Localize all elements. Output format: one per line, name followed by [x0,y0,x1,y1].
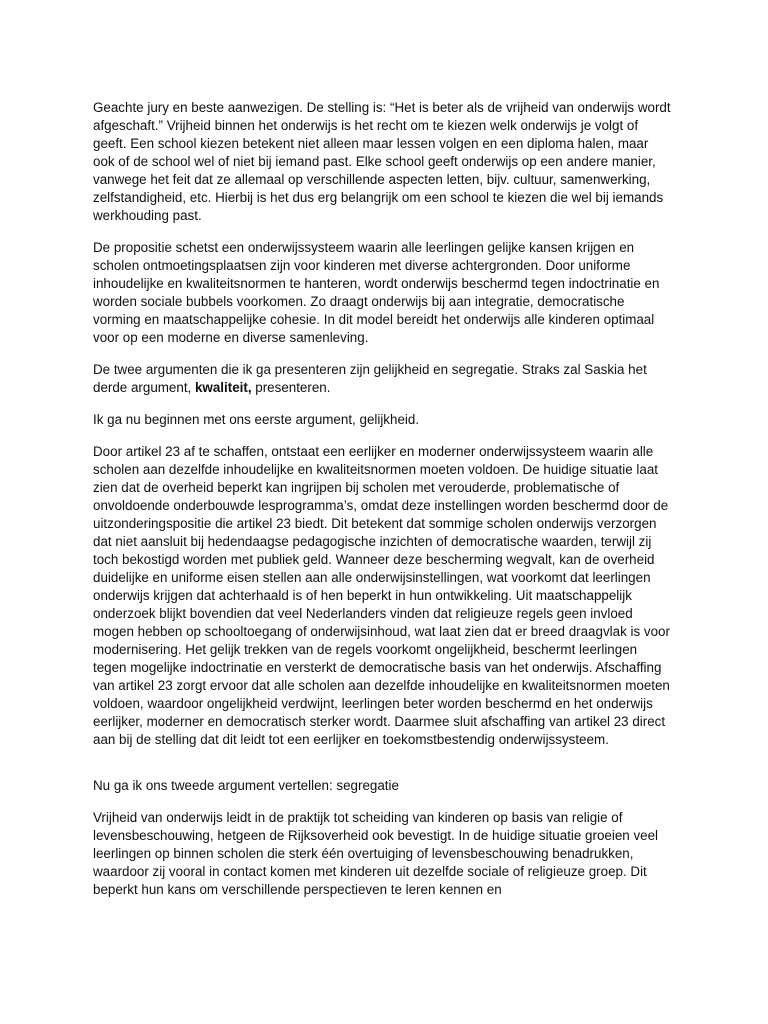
intro-paragraph: Geachte jury en beste aanwezigen. De stelling is: “Het is beter als de vrijheid van onderwijs wordt afgeschaft.” Vrijheid binnen het onderwijs is het recht om te kiezen welk onderwijs je volgt of geeft. Een school kiezen betekent niet alleen maar lessen volgen en een diploma halen, maar ook of de school wel of niet bij iemand past. Elke school geeft onderwijs op een andere manier, vanwege het feit dat ze allemaal op verschillende aspecten letten, bijv. cultuur, samenwerking, zelfstandigheid, etc. Hierbij is het dus erg belangrijk om een school te kiezen die wel bij iemands werkhouding past. [93,100,671,223]
document-body [93,99,673,913]
arguments-text-start: De twee argumenten die ik ga presenteren zijn gelijkheid en segregatie. Straks zal Saskia het derde argument, [93,362,647,395]
second-argument-intro: Nu ga ik ons tweede argument vertellen: segregatie [93,778,399,793]
equality-paragraph: Door artikel 23 af te schaffen, ontstaat een eerlijker en moderner onderwijssysteem waarin alle scholen aan dezelfde inhoudelijke en kwaliteitsnormen moeten voldoen. De huidige situatie laat zien dat de overheid beperkt kan ingrijpen bij scholen met verouderde, problematische of onvoldoende onderbouwde lesprogramma’s, omdat deze instellingen worden beschermd door de uitzonderingspositie die artikel 23 biedt. Dit betekent dat sommige scholen onderwijs verzorgen dat niet aansluit bij hedendaagse pedagogische inzichten of democratische waarden, terwijl zij toch bekostigd worden met publiek geld. Wanneer deze bescherming wegvalt, kan de overheid duidelijke en uniforme eisen stellen aan alle onderwijsinstellingen, wat voorkomt dat leerlingen onderwijs krijgen dat achterhaald is of hen beperkt in hun ontwikkeling. Uit maatschappelijk onderzoek blijkt bovendien dat veel Nederlanders vinden dat religieuze regels geen invloed mogen hebben op schooltoegang of onderwijsinhoud, wat laat zien dat er breed draagvlak is voor modernisering. Het gelijk trekken van de regels voorkomt ongelijkheid, beschermt leerlingen tegen mogelijke indoctrinatie en versterkt de democratische basis van het onderwijs. Afschaffing van artikel 23 zorgt ervoor dat alle scholen aan dezelfde inhoudelijke en kwaliteitsnormen moeten voldoen, waardoor ongelijkheid verdwijnt, leerlingen beter worden beschermd en het onderwijs eerlijker, moderner en democratisch sterker wordt. Daarmee sluit afschaffing van artikel 23 direct aan bij de stelling dat dit leidt tot een eerlijker en toekomstbestendig onderwijssysteem. [93,444,670,747]
arguments-paragraph [93,361,673,397]
proposition-paragraph: De propositie schetst een onderwijssysteem waarin alle leerlingen gelijke kansen krijgen en scholen ontmoetingsplaatsen zijn voor kinderen met diverse achtergronden. Door uniforme inhoudelijke en kwaliteitsnormen te hanteren, wordt onderwijs beschermd tegen indoctrinatie en worden sociale bubbels voorkomen. Zo draagt onderwijs bij aan integratie, democratische vorming en maatschappelijke cohesie. In dit model bereidt het onderwijs alle kinderen optimaal voor op een moderne en diverse samenleving. [93,240,660,345]
first-argument-intro: Ik ga nu beginnen met ons eerste argument, gelijkheid. [93,412,420,427]
arguments-text-end: presenteren. [251,380,331,395]
segregation-paragraph: Vrijheid van onderwijs leidt in de praktijk tot scheiding van kinderen op basis van religie of levensbeschouwing, hetgeen de Rijksoverheid ook bevestigt. In de huidige situatie groeien veel leerlingen op binnen scholen die sterk één overtuiging of levensbeschouwing benadrukken, waardoor zij vooral in contact komen met kinderen uit dezelfde sociale of religieuze groep. Dit beperkt hun kans om verschillende perspectieven te leren kennen en [93,810,659,897]
arguments-bold-kwaliteit: kwaliteit, [194,380,252,395]
